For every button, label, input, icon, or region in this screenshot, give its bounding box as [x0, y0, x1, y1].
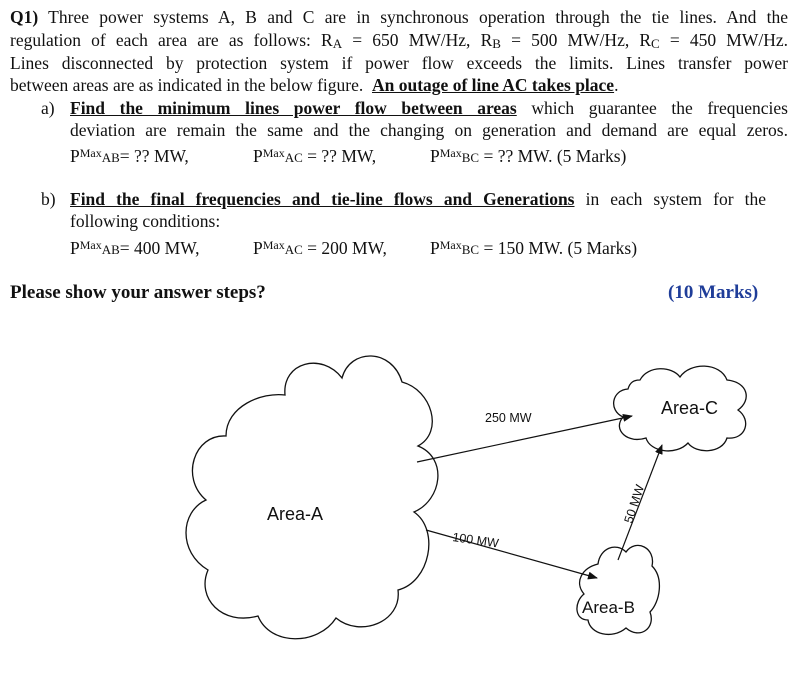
ab-subscript: AB — [101, 242, 120, 257]
part-a-text-2: deviation are remain the same and the changing on generation and demand are equal zeros. — [70, 120, 788, 140]
p-letter: P — [70, 146, 80, 166]
p-letter: P — [430, 146, 440, 166]
regulation-text-d: = 450 MW/Hz. — [659, 30, 789, 50]
question-text-3: Lines disconnected by protection system if power flow exceeds the limits. Lines transfer power — [10, 53, 788, 73]
bc-subscript: BC — [461, 242, 480, 257]
bc-subscript: BC — [461, 150, 480, 165]
ac-subscript: AC — [284, 242, 303, 257]
flow-ac-label: 250 MW — [485, 411, 532, 425]
ab-subscript: AB — [101, 150, 120, 165]
pmax-ac-value: = 200 MW, — [302, 238, 387, 258]
max-superscript: Max — [262, 238, 285, 252]
pmax-ab-value: = ?? MW, — [119, 146, 189, 166]
part-b-marks: (5 Marks) — [567, 238, 638, 258]
ra-subscript: A — [332, 36, 343, 51]
part-b-heading: Find the final frequencies and tie-line flows and Generations — [70, 189, 575, 209]
max-superscript: Max — [439, 146, 462, 160]
part-a-label: a) — [41, 98, 55, 118]
flow-ab-label: 100 MW — [451, 530, 500, 551]
area-b-label: Area-B — [582, 598, 635, 617]
pmax-bc-value: = 150 MW. — [479, 238, 564, 258]
part-b-text-1: in each system for the — [574, 189, 766, 209]
part-b-text-2: following conditions: — [70, 211, 221, 231]
rc-subscript: C — [651, 36, 660, 51]
pmax-bc-value: = ?? MW. — [479, 146, 553, 166]
rb-subscript: B — [492, 36, 501, 51]
pmax-ab-value: = 400 MW, — [119, 238, 200, 258]
max-superscript: Max — [79, 146, 102, 160]
p-letter: P — [430, 238, 440, 258]
part-a-heading: Find the minimum lines power flow between areas — [70, 98, 517, 118]
p-letter: P — [70, 238, 80, 258]
part-a-marks: (5 Marks) — [556, 146, 627, 166]
question-period: . — [614, 75, 619, 95]
question-text-1: Three power systems A, B and C are in synchronous operation through the tie lines. And the — [48, 7, 789, 27]
p-letter: P — [253, 146, 263, 166]
regulation-text-b: = 650 MW/Hz, R — [342, 30, 493, 50]
question-text-4: between areas are as indicated in the below figure. — [10, 75, 364, 95]
pmax-ac-value: = ?? MW, — [302, 146, 377, 166]
regulation-text-a: regulation of each area are as follows: R — [10, 30, 333, 50]
max-superscript: Max — [439, 238, 462, 252]
max-superscript: Max — [262, 146, 285, 160]
p-letter: P — [253, 238, 263, 258]
regulation-text-c: = 500 MW/Hz, R — [500, 30, 652, 50]
part-b-label: b) — [41, 189, 56, 209]
area-c-label: Area-C — [661, 398, 719, 418]
max-superscript: Max — [79, 238, 102, 252]
area-a-cloud — [186, 356, 438, 639]
total-marks: (10 Marks) — [668, 282, 759, 303]
outage-statement: An outage of line AC takes place — [372, 75, 615, 95]
part-a-text-1: which guarantee the frequencies — [516, 98, 788, 118]
answer-prompt: Please show your answer steps? — [10, 282, 266, 303]
ac-subscript: AC — [284, 150, 303, 165]
flow-bc-label: 50 MW — [621, 482, 648, 525]
area-a-label: Area-A — [267, 504, 324, 524]
question-label: Q1) — [10, 7, 39, 27]
